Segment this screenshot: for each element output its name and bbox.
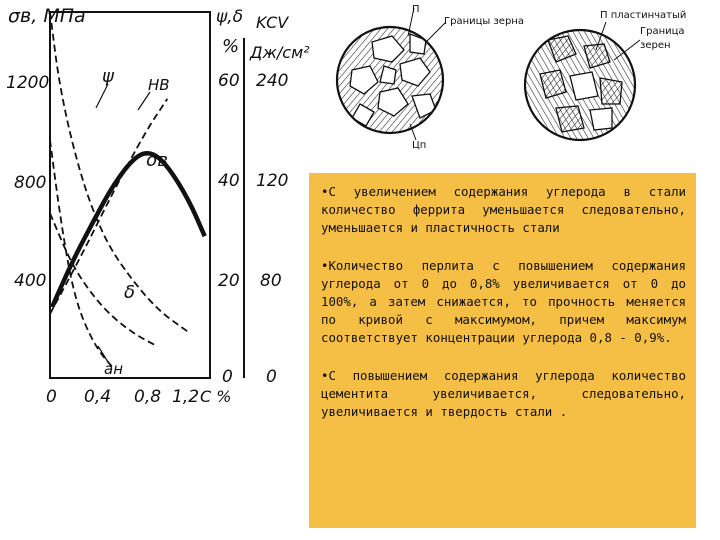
y-mid-tick: 0	[222, 367, 233, 387]
delta-curve-label: δ	[124, 282, 136, 303]
y-left-tick: 400	[14, 271, 47, 291]
right-axis-title: KCV	[256, 13, 289, 32]
series-psi-line	[50, 12, 189, 332]
y-right-tick: 80	[260, 271, 282, 291]
y-right-tick: 120	[256, 171, 289, 191]
right-grain-label-2: зерен	[640, 40, 671, 51]
psi-curve-label: ψ	[102, 66, 114, 87]
note-pearlite: •Количество перлита с повышением содержания углерода от 0 до 0,8% увеличивается от 0 до 100%, а затем снижается, то прочность меняется по кривой с максимумом, причем максимум соответствует концентрации углерода 0,8 - 0,9%.	[321, 258, 686, 345]
y-left-tick: 800	[14, 173, 47, 193]
microstructure-sketches	[330, 0, 720, 175]
notes-panel	[309, 173, 696, 528]
left-grain-label: Границы зерна	[444, 16, 524, 27]
y-right-tick: 240	[256, 71, 289, 91]
series-layer	[50, 12, 205, 369]
properties-chart	[0, 0, 330, 420]
right-grain-label: Граница	[640, 26, 685, 37]
note-cementite: •С повышением содержания углерода количество цементита увеличивается, следовательно, увеличивается и твердость стали .	[321, 368, 686, 419]
microstructure-left	[335, 25, 445, 135]
right-top-label: П пластинчатый	[600, 10, 687, 21]
mid-axis-title: ψ,δ	[216, 7, 244, 27]
left-grain-leader	[426, 22, 446, 42]
akn-curve-label: aн	[104, 360, 123, 378]
microstructure-right	[520, 25, 640, 145]
series-hb-line	[50, 99, 167, 314]
sigma-curve-label: σв	[146, 150, 169, 171]
left-axis-title: σв, МПа	[8, 5, 86, 27]
y-left-tick: 1200	[6, 73, 50, 93]
x-tick: 0,8	[134, 387, 162, 407]
y-mid-tick: 60	[218, 71, 240, 91]
left-bottom-label: Цп	[412, 140, 427, 151]
right-axis-unit: Дж/см²	[250, 43, 310, 62]
y-mid-tick: 20	[218, 271, 240, 291]
hb-curve-label: НВ	[148, 76, 170, 94]
x-tick: 0	[46, 387, 57, 407]
x-tick: 1,2	[172, 387, 200, 407]
left-top-label: П	[412, 4, 420, 15]
psi-leader	[96, 84, 108, 108]
y-right-tick: 0	[266, 367, 277, 387]
x-tick: 0,4	[84, 387, 112, 407]
x-axis-unit: C %	[200, 387, 232, 406]
mid-axis-unit: %	[222, 36, 240, 57]
hb-leader	[138, 92, 150, 110]
y-mid-tick: 40	[218, 171, 240, 191]
note-ferrite: •С увеличением содержания углерода в стали количество феррита уменьшается следовательно, уменьшается и пластичность стали	[321, 184, 686, 235]
